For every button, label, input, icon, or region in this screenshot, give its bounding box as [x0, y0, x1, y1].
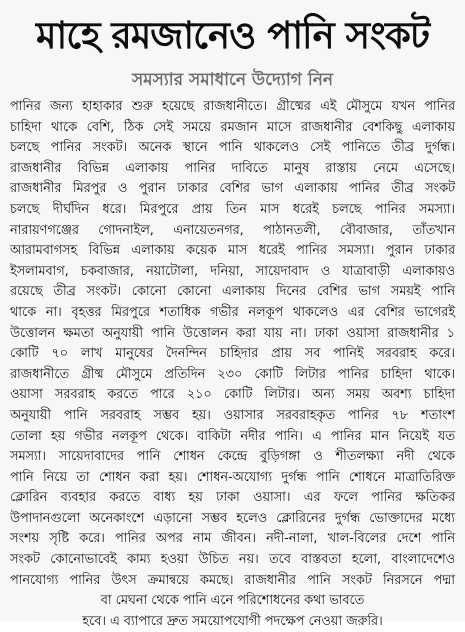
- headline: মাহে রমজানেও পানি সংকট: [35, 14, 430, 57]
- body-line: তোলা হয় গভীর নলকূপ থেকে। বাকিটা নদীর পানি। এ পানির মান নিয়েই যত: [10, 428, 455, 444]
- body-line: কোটি ৭০ লাখ মানুষের দৈনন্দিন চাহিদার প্রায় সব পানিই সরবরাহ করে।: [10, 346, 455, 362]
- body-line: অনুযায়ী পানি সরবরাহ সম্ভব হয়। ওয়াসার সরবরাহকৃত পানির ৭৮ শতাংশ: [10, 407, 455, 423]
- body-line: পানযোগ্য পানির উৎস ক্রমান্বয়ে কমছে। রাজধানীর পানি সংকট নিরসনে পদ্মা: [10, 572, 455, 588]
- body-line: সংকট কোনোভাবেই কাম্য হওয়া উচিত নয়। তবে বাস্তবতা হলো, বাংলাদেশেও: [10, 552, 455, 568]
- body-line: রাজধানীর বিভিন্ন এলাকায় পানির দাবিতে মানুষ রাস্তায় নেমে এসেছে।: [10, 160, 455, 176]
- body-line: বা মেঘনা থেকে পানি এনে পরিশোধনের কথা ভাবতে: [100, 593, 365, 609]
- body-line: চলছে পানির সংকট। অনেক স্থানে পানি থাকলেও সেই পানিতে তীব্র দুর্গন্ধ।: [10, 140, 455, 156]
- body-line: সমস্যা। সায়েদাবাদের পানি শোধন কেন্দ্রে বুড়িগঙ্গা ও শীতলক্ষ্যা নদী থেকে: [10, 449, 455, 465]
- body-line: উপাদানগুলো অনেকাংশে এড়ানো সম্ভব হলেও ক্লোরিনের দুর্গন্ধ ভোক্তাদের মধ্যে: [10, 510, 455, 526]
- body-line: ইসলামবাগ, চকবাজার, নয়াটোলা, দনিয়া, সায়েদাবাদ ও যাত্রাবাড়ী এলাকায়ও: [10, 263, 455, 279]
- body-line: পানির জন্য হাহাকার শুরু হয়েছে রাজধানীতে। গ্রীষ্মের এই মৌসুমে যখন পানির: [10, 99, 455, 114]
- body-line: পানি নিয়ে তা শোধন করা হয়। শোধন-অযোগ্য দুর্গন্ধ পানি শোধনে মাত্রাতিরিক্ত: [10, 469, 455, 485]
- body-line: সংশয় সৃষ্টি করে। পানির অপর নাম জীবন। নদী-নালা, খাল-বিলের দেশে পানি: [10, 531, 455, 547]
- body-line: ক্লোরিন ব্যবহার করতে বাধ্য হয় ঢাকা ওয়াসা। এর ফলে পানির ক্ষতিকর: [10, 490, 455, 506]
- subheadline: সমস্যার সমাধানে উদ্যোগ নিন: [131, 70, 334, 90]
- body-line: ওয়াসা সরবরাহ করতে পারে ২১০ কোটি লিটার। অন্য সময় অবশ্য চাহিদা: [10, 387, 455, 403]
- article-body: [10, 97, 455, 629]
- body-line: নারায়ণগঞ্জের গোদনাইল, এনায়েতনগর, পাঠানতলী, বৌবাজার, তাঁতখান: [10, 222, 455, 238]
- body-line: রয়েছে তীব্র সংকট। কোনো কোনো এলাকায় দিনের বেশির ভাগ সময়ই পানি: [10, 284, 455, 300]
- body-line: উত্তোলন ক্ষমতা অনুযায়ী পানি উত্তোলন করা যায় না। ঢাকা ওয়াসা রাজধানীর ১: [10, 325, 455, 341]
- body-line: রাজধানীতে গ্রীষ্ম মৌসুমে প্রতিদিন ২৩০ কোটি লিটার পানির চাহিদা থাকে।: [10, 366, 455, 382]
- body-line: চাহিদা থাকে বেশি, ঠিক সেই সময়ে রমজান মাসে রাজধানীর বেশকিছু এলাকায়: [10, 119, 455, 135]
- body-line: রাজধানীর মিরপুর ও পুরান ঢাকার বেশির ভাগ এলাকায় পানির তীব্র সংকট: [10, 181, 455, 197]
- body-line: হবে। এ ব্যাপারে দ্রুত সময়োপযোগী পদক্ষেপ নেওয়া জরুরি।: [82, 613, 383, 629]
- body-line: চলছে দীর্ঘদিন ধরে। মিরপুরে প্রায় তিন মাস ধরেই চলছে পানির সমস্যা।: [10, 201, 455, 217]
- body-line: আরামবাগসহ বিভিন্ন এলাকায় কয়েক মাস ধরেই পানির সমস্যা। পুরান ঢাকার: [10, 243, 455, 259]
- body-line: থাকে না। বৃহত্তর মিরপুরে শতাধিক গভীর নলকূপ থাকলেও এর বেশির ভাগেরই: [10, 304, 455, 320]
